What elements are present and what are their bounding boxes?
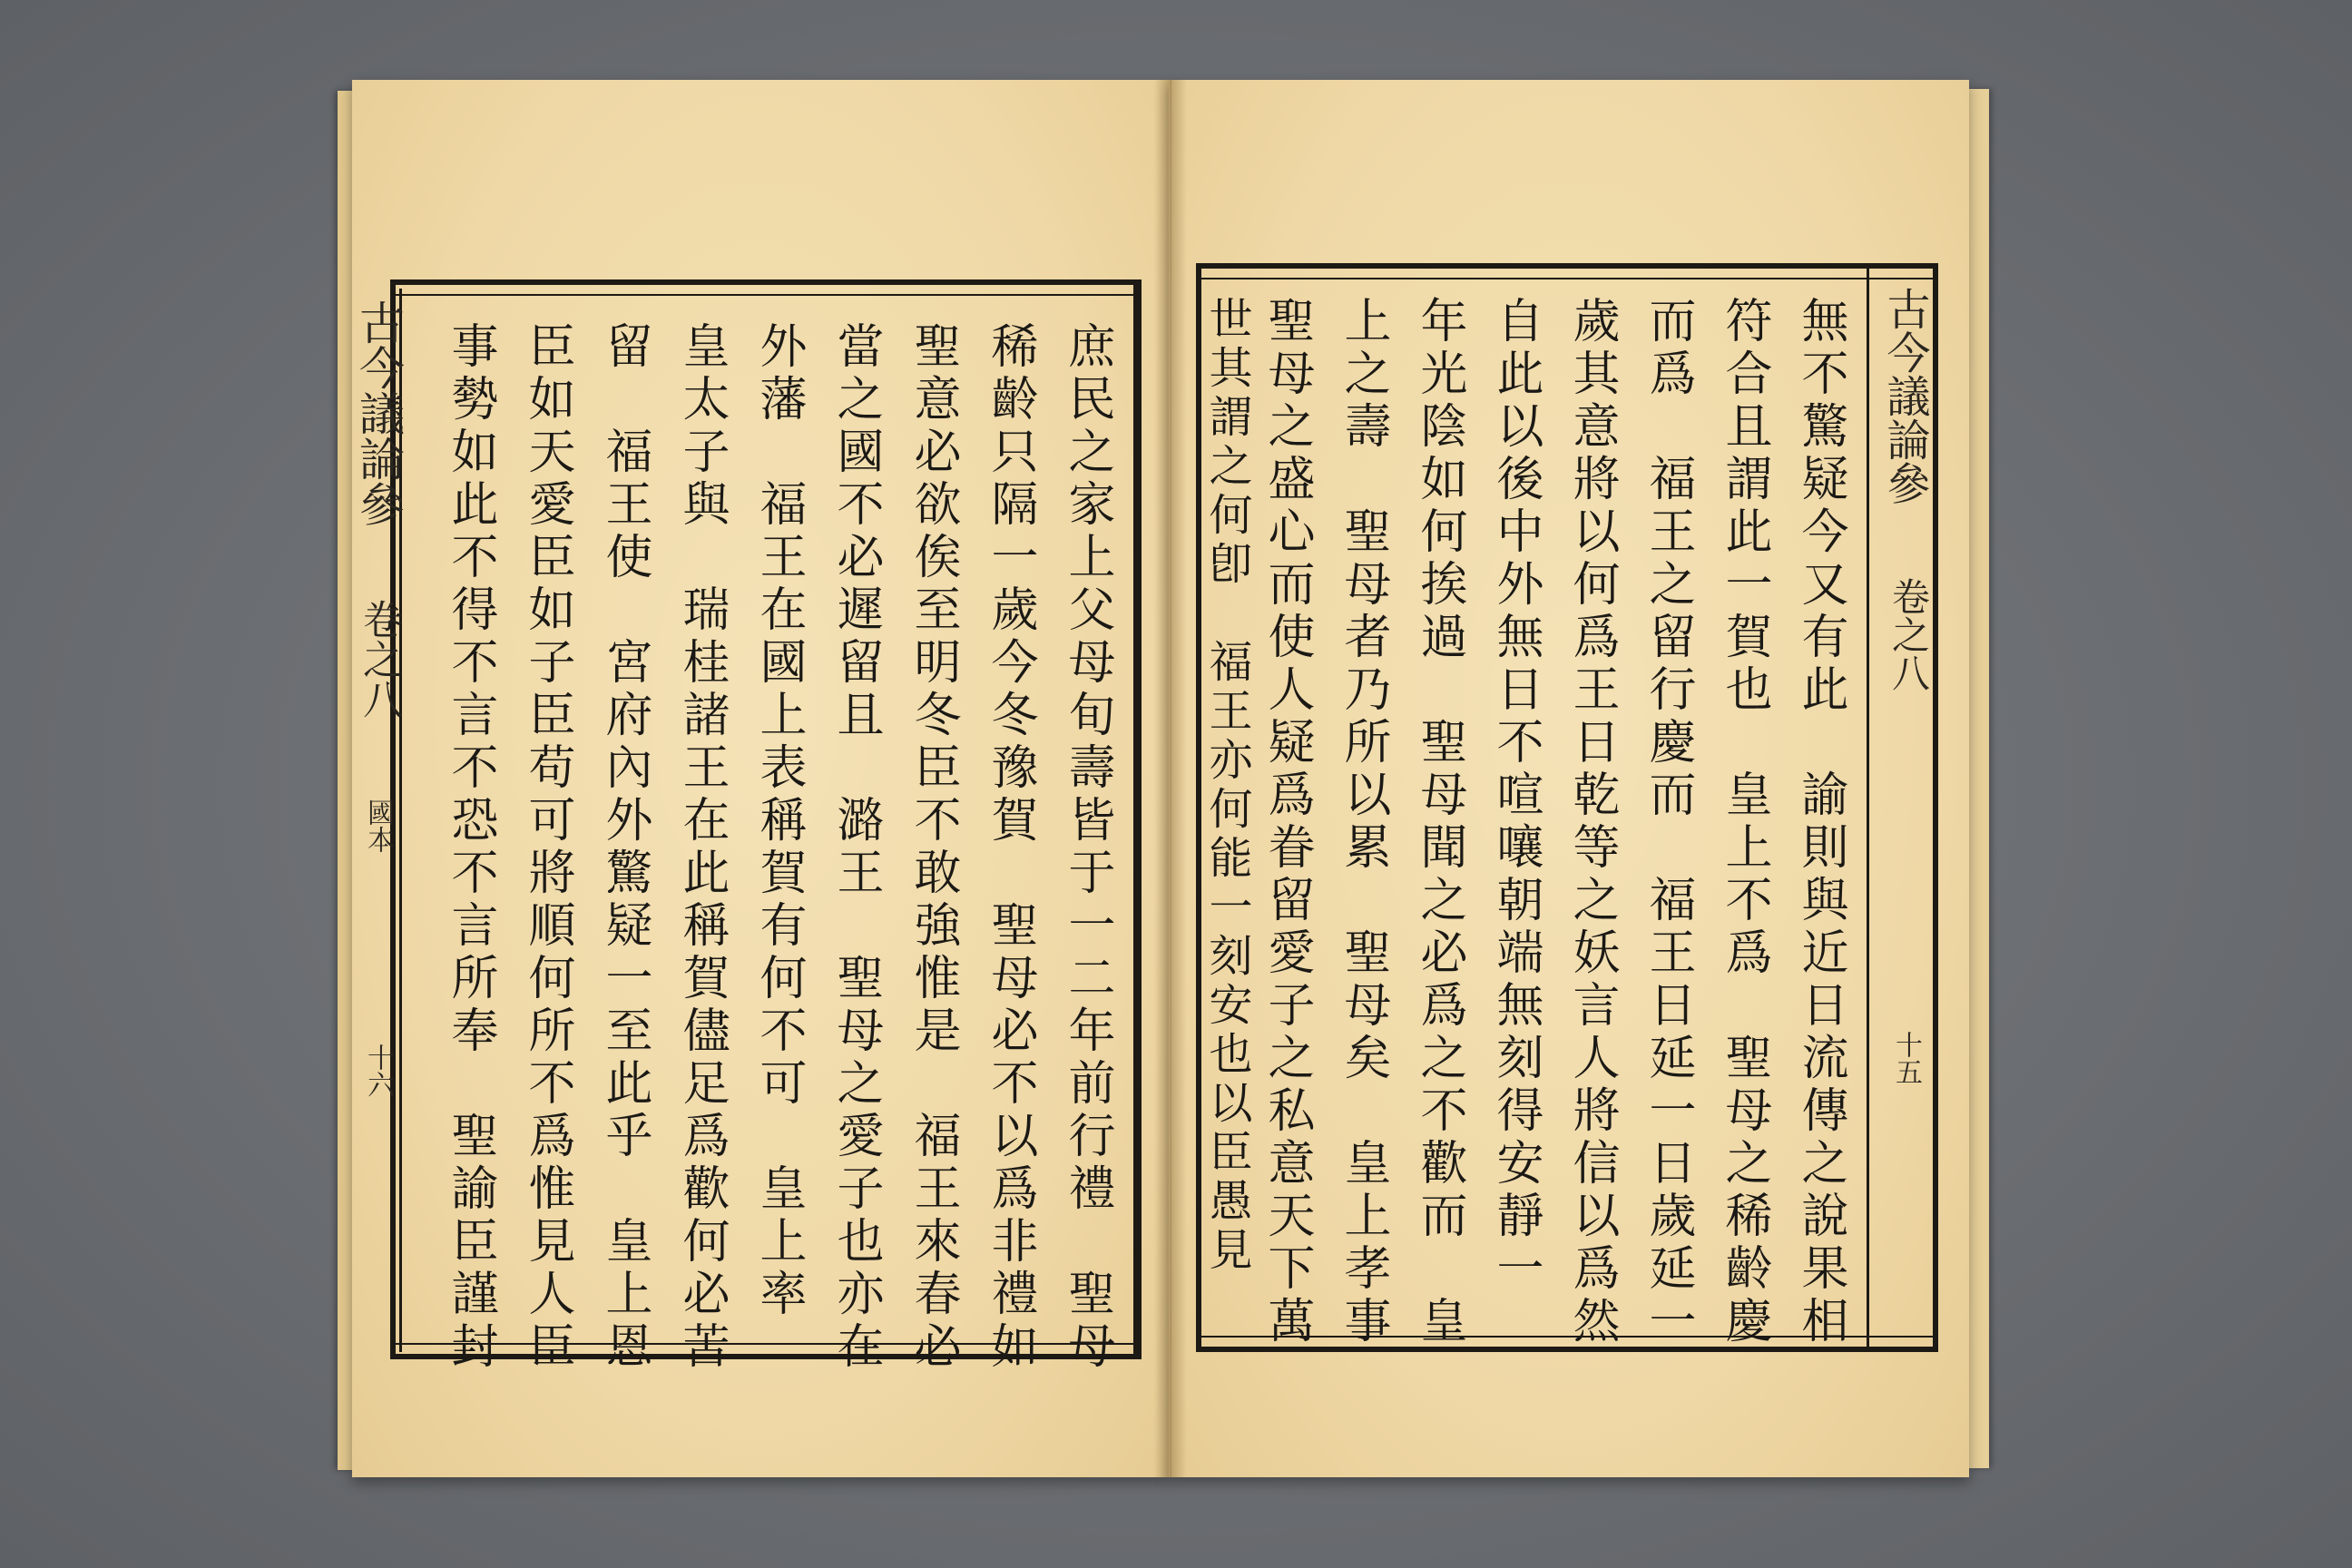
left-page-number: 十六 — [362, 1044, 394, 1098]
right-column-4: 歲其意將以何爲王日乾等之妖言人將信以爲然 — [1564, 296, 1619, 1348]
left-margin-title: 古今議論參 — [352, 299, 405, 526]
left-column-6: 皇太子與 瑞桂諸王在此稱賀儘足爲歡何必苦 — [674, 321, 729, 1374]
right-column-6: 年光陰如何挨過 聖母聞之必爲之不歡而 皇 — [1412, 296, 1466, 1348]
left-column-1: 庶民之家上父母旬壽皆于一二年前行禮 聖母 — [1060, 321, 1114, 1374]
left-column-5: 外藩 福王在國上表稱賀有何不可 皇上率 — [751, 321, 806, 1321]
right-column-7: 上之壽 聖母者乃所以累 聖母矣 皇上孝事 — [1336, 296, 1390, 1348]
left-page-frame — [390, 279, 1142, 1374]
left-column-2: 稀齡只隔一歲今冬豫賀 聖母必不以爲非禮如 — [983, 321, 1037, 1374]
left-column-9: 事勢如此不得不言不恐不言所奉 聖諭臣謹封 — [443, 321, 497, 1374]
left-margin-volume: 卷之八 — [356, 599, 402, 719]
right-margin-volume: 卷之八 — [1886, 577, 1931, 691]
right-column-2: 符合且謂此一賀也 皇上不爲 聖母之稀齡慶 — [1717, 296, 1771, 1348]
right-column-1: 無不驚疑今又有此 諭則與近日流傳之說果相 — [1793, 296, 1847, 1348]
left-frame-inner-top — [396, 294, 1136, 296]
left-column-4: 當之國不必遲留且 潞王 聖母之愛子也亦在 — [828, 321, 883, 1374]
right-page-frame — [1196, 263, 1938, 1352]
left-frame-right-rule — [1133, 285, 1136, 1354]
left-column-3: 聖意必欲俟至明冬臣不敢強惟是 福王來春必 — [906, 321, 960, 1374]
book-gutter — [1154, 80, 1187, 1477]
right-column-3: 而爲 福王之留行慶而 福王日延一日歲延一 — [1641, 296, 1695, 1348]
left-column-7: 留 福王使 宮府內外驚疑一至此乎 皇上恩 — [597, 321, 652, 1374]
right-column-5: 自此以後中外無日不喧嚷朝端無刻得安靜一 — [1488, 296, 1543, 1296]
right-page-number: 十五 — [1890, 1031, 1922, 1085]
left-column-8: 臣如天愛臣如子臣苟可將順何所不爲惟見人臣 — [520, 321, 574, 1374]
right-column-8: 聖母之盛心而使人疑爲眷留愛子之私意天下萬 — [1259, 296, 1314, 1348]
right-frame-inner-top — [1201, 278, 1933, 279]
right-margin-title: 古今議論參 — [1879, 287, 1930, 505]
right-column-9: 世其謂之何卽 福王亦何能一刻安也以臣愚見 — [1201, 296, 1252, 1276]
right-frame-margin-rule — [1867, 269, 1869, 1347]
right-page-edge — [1967, 89, 1989, 1468]
left-margin-edition: 國本 — [362, 799, 394, 853]
